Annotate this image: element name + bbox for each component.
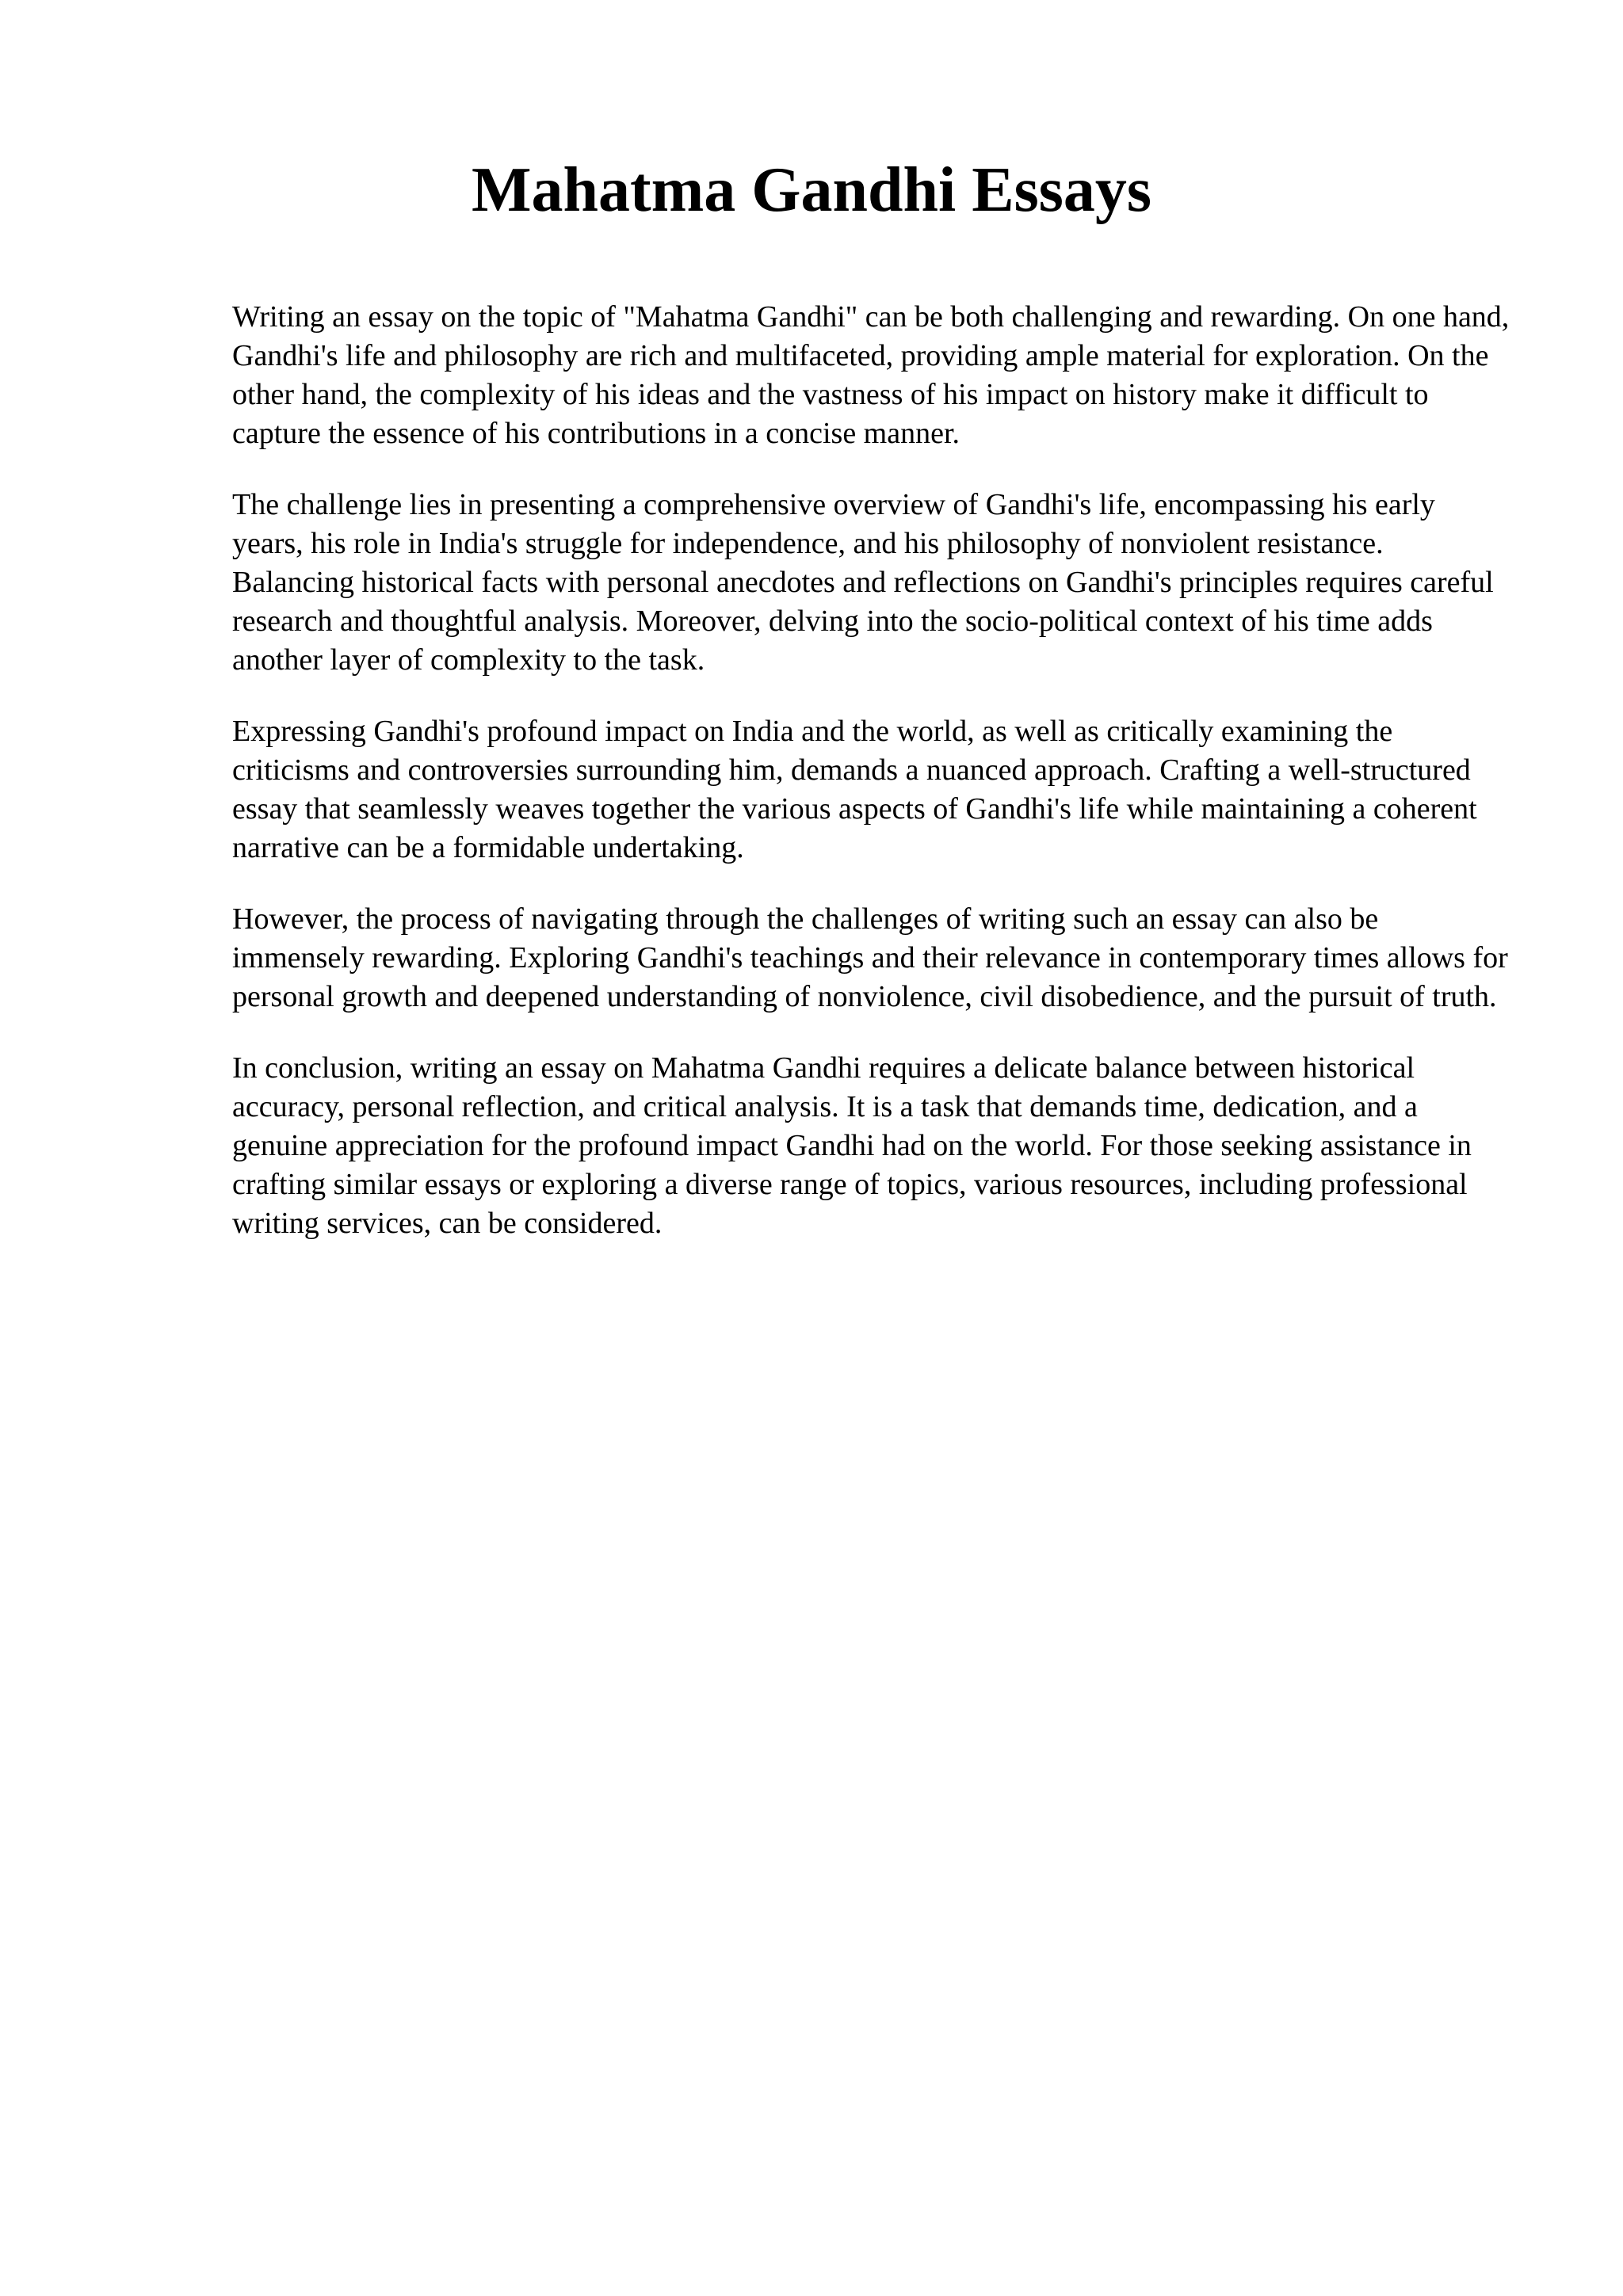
document-body: [232, 298, 1512, 1276]
paragraph-4: However, the process of navigating through the challenges of writing such an essay can also be immensely rewarding. Exploring Gandhi's teachings and their relevance in contemporary times allows for personal growth and deepened understanding of nonviolence, civil disobedience, and the pursuit of truth.: [232, 902, 1508, 1013]
paragraph-5: In conclusion, writing an essay on Mahatma Gandhi requires a delicate balance between historical accuracy, personal reflection, and critical analysis. It is a task that demands time, dedication, and a genuine appreciation for the profound impact Gandhi had on the world. For those seeking assistance in crafting similar essays or exploring a diverse range of topics, various resources, including professional writing services, can be considered.: [232, 1051, 1472, 1240]
paragraph-3: Expressing Gandhi's profound impact on India and the world, as well as critically examining the criticisms and controversies surrounding him, demands a nuanced approach. Crafting a well-structured essay that seamlessly weaves together the various aspects of Gandhi's life while maintaining a coherent narrative can be a formidable undertaking.: [232, 715, 1477, 864]
document-title: Mahatma Gandhi Essays: [472, 155, 1151, 225]
paragraph-1: Writing an essay on the topic of "Mahatma Gandhi" can be both challenging and rewarding. On one hand, Gandhi's life and philosophy are rich and multifaceted, providing ample material for exploration. On the other hand, the complexity of his ideas and the vastness of his impact on history make it difficult to capture the essence of his contributions in a concise manner.: [232, 300, 1510, 450]
paragraph-2: The challenge lies in presenting a comprehensive overview of Gandhi's life, encompassing his early years, his role in India's struggle for independence, and his philosophy of nonviolent resistance. Balancing historical facts with personal anecdotes and reflections on Gandhi's principles requires careful research and thoughtful analysis. Moreover, delving into the socio-political context of his time adds another layer of complexity to the task.: [232, 488, 1494, 677]
